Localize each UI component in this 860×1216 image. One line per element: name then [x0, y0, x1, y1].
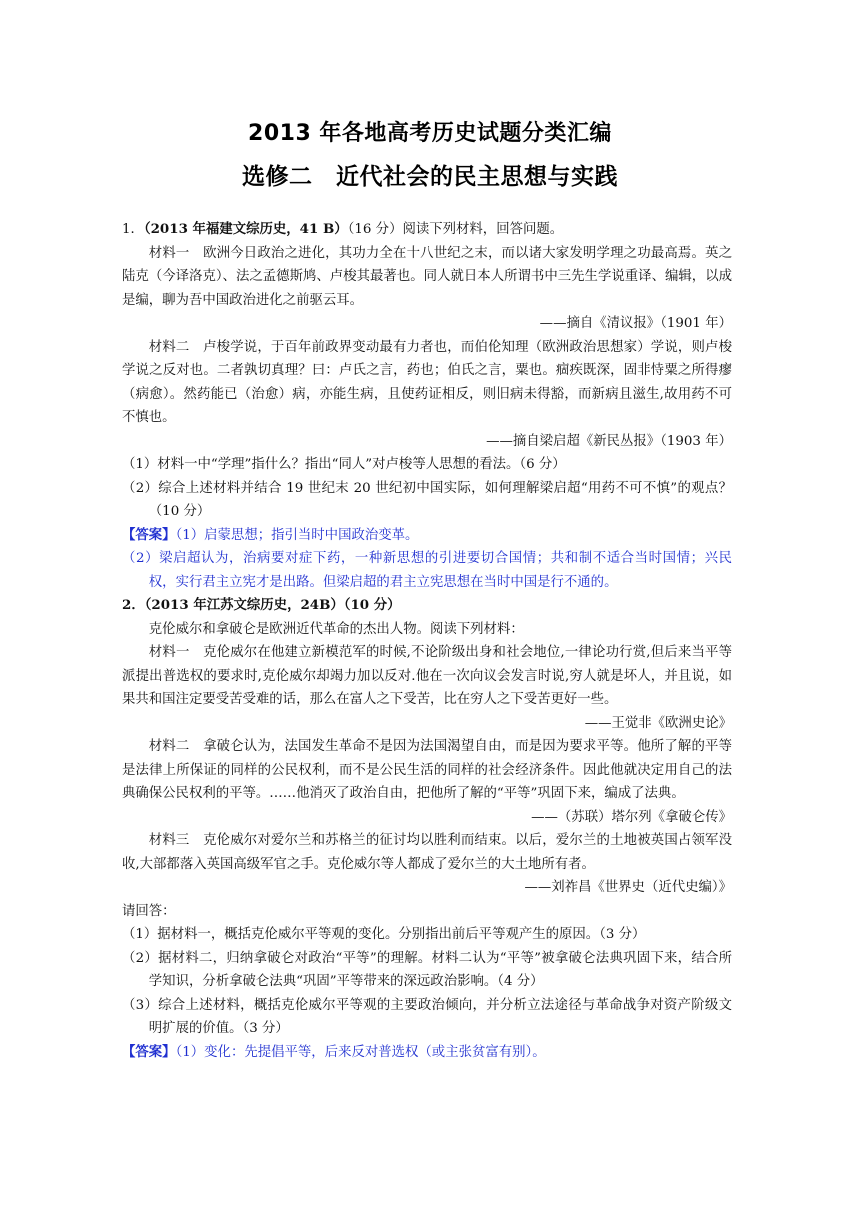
q1-answer-2: （2）梁启超认为，治病要对症下药，一种新思想的引进要切合国情；共和制不适合当时国情；兴民权，实行君主立宪才是出路。但梁启超的君主立宪思想在当时中国是行不通的。 [122, 551, 732, 590]
q2-material-1: 材料一 克伦威尔在他建立新模范军的时候,不论阶级出身和社会地位,一律论功行赏,但后来当平等派提出普选权的要求时,克伦威尔却竭力加以反对.他在一次向议会发言时说,穷人就是坏人，并且说，如果共和国注定要受苦受难的话，那么在富人之下受苦，比在穷人之下受苦更好一些。 [122, 645, 732, 707]
q2-material-2: 材料二 拿破仑认为，法国发生革命不是因为法国渴望自由，而是因为要求平等。他所了解的平等是法律上所保证的同样的公民权利，而不是公民生活的同样的社会经济条件。因此他就决定用自己的法典确保公民权利的平等。……他消灭了政治自由，把他所了解的“平等”巩固下来，编成了法典。 [122, 739, 732, 801]
q2-subquestion-2: （2）据材料二，归纳拿破仑对政治“平等”的理解。材料二认为“平等”被拿破仑法典巩固下来，结合所学知识，分析拿破仑法典“巩固”平等带来的深远政治影响。（4 分） [122, 950, 732, 989]
q1-heading [122, 218, 732, 242]
q1-material-2-source: ——摘自梁启超《新民丛报》（1903 年） [486, 433, 732, 449]
q2-material-3: 材料三 克伦威尔对爱尔兰和苏格兰的征讨均以胜利而结束。以后，爱尔兰的土地被英国占领军没收,大部都落入英国高级军官之手。克伦威尔等人都成了爱尔兰的大土地所有者。 [122, 833, 732, 872]
page-subtitle: 选修二 近代社会的民主思想与实践 [242, 164, 618, 190]
q2-material-3-source: ——刘祚昌《世界史（近代史编）》 [524, 880, 732, 895]
q1-number: 1． [122, 222, 144, 237]
q1-answer-1 [122, 524, 732, 548]
q2-intro: 克伦威尔和拿破仑是欧洲近代革命的杰出人物。阅读下列材料： [148, 621, 524, 637]
q2-subquestion-1: （1）据材料一，概括克伦威尔平等观的变化。分别指出前后平等观产生的原因。（3 分） [122, 927, 646, 942]
page-title: 2013 年各地高考历史试题分类汇编 [248, 121, 612, 146]
q1-subquestion-1: （1）材料一中“学理”指什么？指出“同人”对卢梭等人思想的看法。（6 分） [122, 457, 566, 472]
q2-answer-label: 【答案】 [122, 1043, 176, 1060]
q2-heading [122, 594, 732, 618]
q1-source-tag: （2013 年福建文综历史，41 B） [143, 221, 348, 237]
q1-material-1: 材料一 欧洲今日政治之进化，其功力全在十八世纪之末，而以诸大家发明学理之功最高焉。英之陆克（今译洛克）、法之孟德斯鸠、卢梭其最著也。同人就日本人所谓书中三先生学说重译、编辑，以成是编，聊为吾中国政治进化之前驱云耳。 [122, 245, 732, 308]
q1-answer-label: 【答案】 [122, 526, 176, 543]
q1-subquestion-2: （2）综合上述材料并结合 19 世纪末 20 世纪初中国实际，如何理解梁启超“用药不可不慎”的观点？（10 分） [122, 480, 732, 519]
q2-material-2-source: ——（苏联）塔尔列《拿破仑传》 [531, 809, 732, 825]
q1-heading-rest: （16 分）阅读下列材料，回答问题。 [347, 222, 564, 237]
q2-ask: 请回答： [122, 903, 176, 919]
q2-material-1-source: ——王觉非《欧洲史论》 [584, 715, 732, 731]
q2-heading-text: 2．（2013 年江苏文综历史，24B）（10 分） [122, 597, 401, 613]
q2-answer-1 [122, 1041, 732, 1065]
q1-material-1-source: ——摘自《清议报》（1901 年） [539, 316, 732, 331]
q1-material-2: 材料二 卢梭学说，于百年前政界变动最有力者也，而伯伦知理（欧洲政治思想家）学说，则卢梭学说之反对也。二者孰切真理？曰：卢氏之言，药也；伯氏之言，粟也。痼疾既深，固非恃粟之所得瘳（病愈）。然药能已（治愈）病，亦能生病，且使药证相反，则旧病未得豁，而新病且滋生,故用药不可不慎也。 [122, 339, 732, 425]
q1-answer-1-text: （1）启蒙思想；指引当时中国政治变革。 [175, 527, 419, 543]
document-body [122, 218, 732, 1064]
q2-subquestion-3: （3）综合上述材料，概括克伦威尔平等观的主要政治倾向，并分析立法途径与革命战争对资产阶级文明扩展的价值。（3 分） [122, 997, 732, 1036]
q2-answer-1-text: （1）变化：先提倡平等，后来反对普选权（或主张贫富有别）。 [175, 1044, 546, 1060]
